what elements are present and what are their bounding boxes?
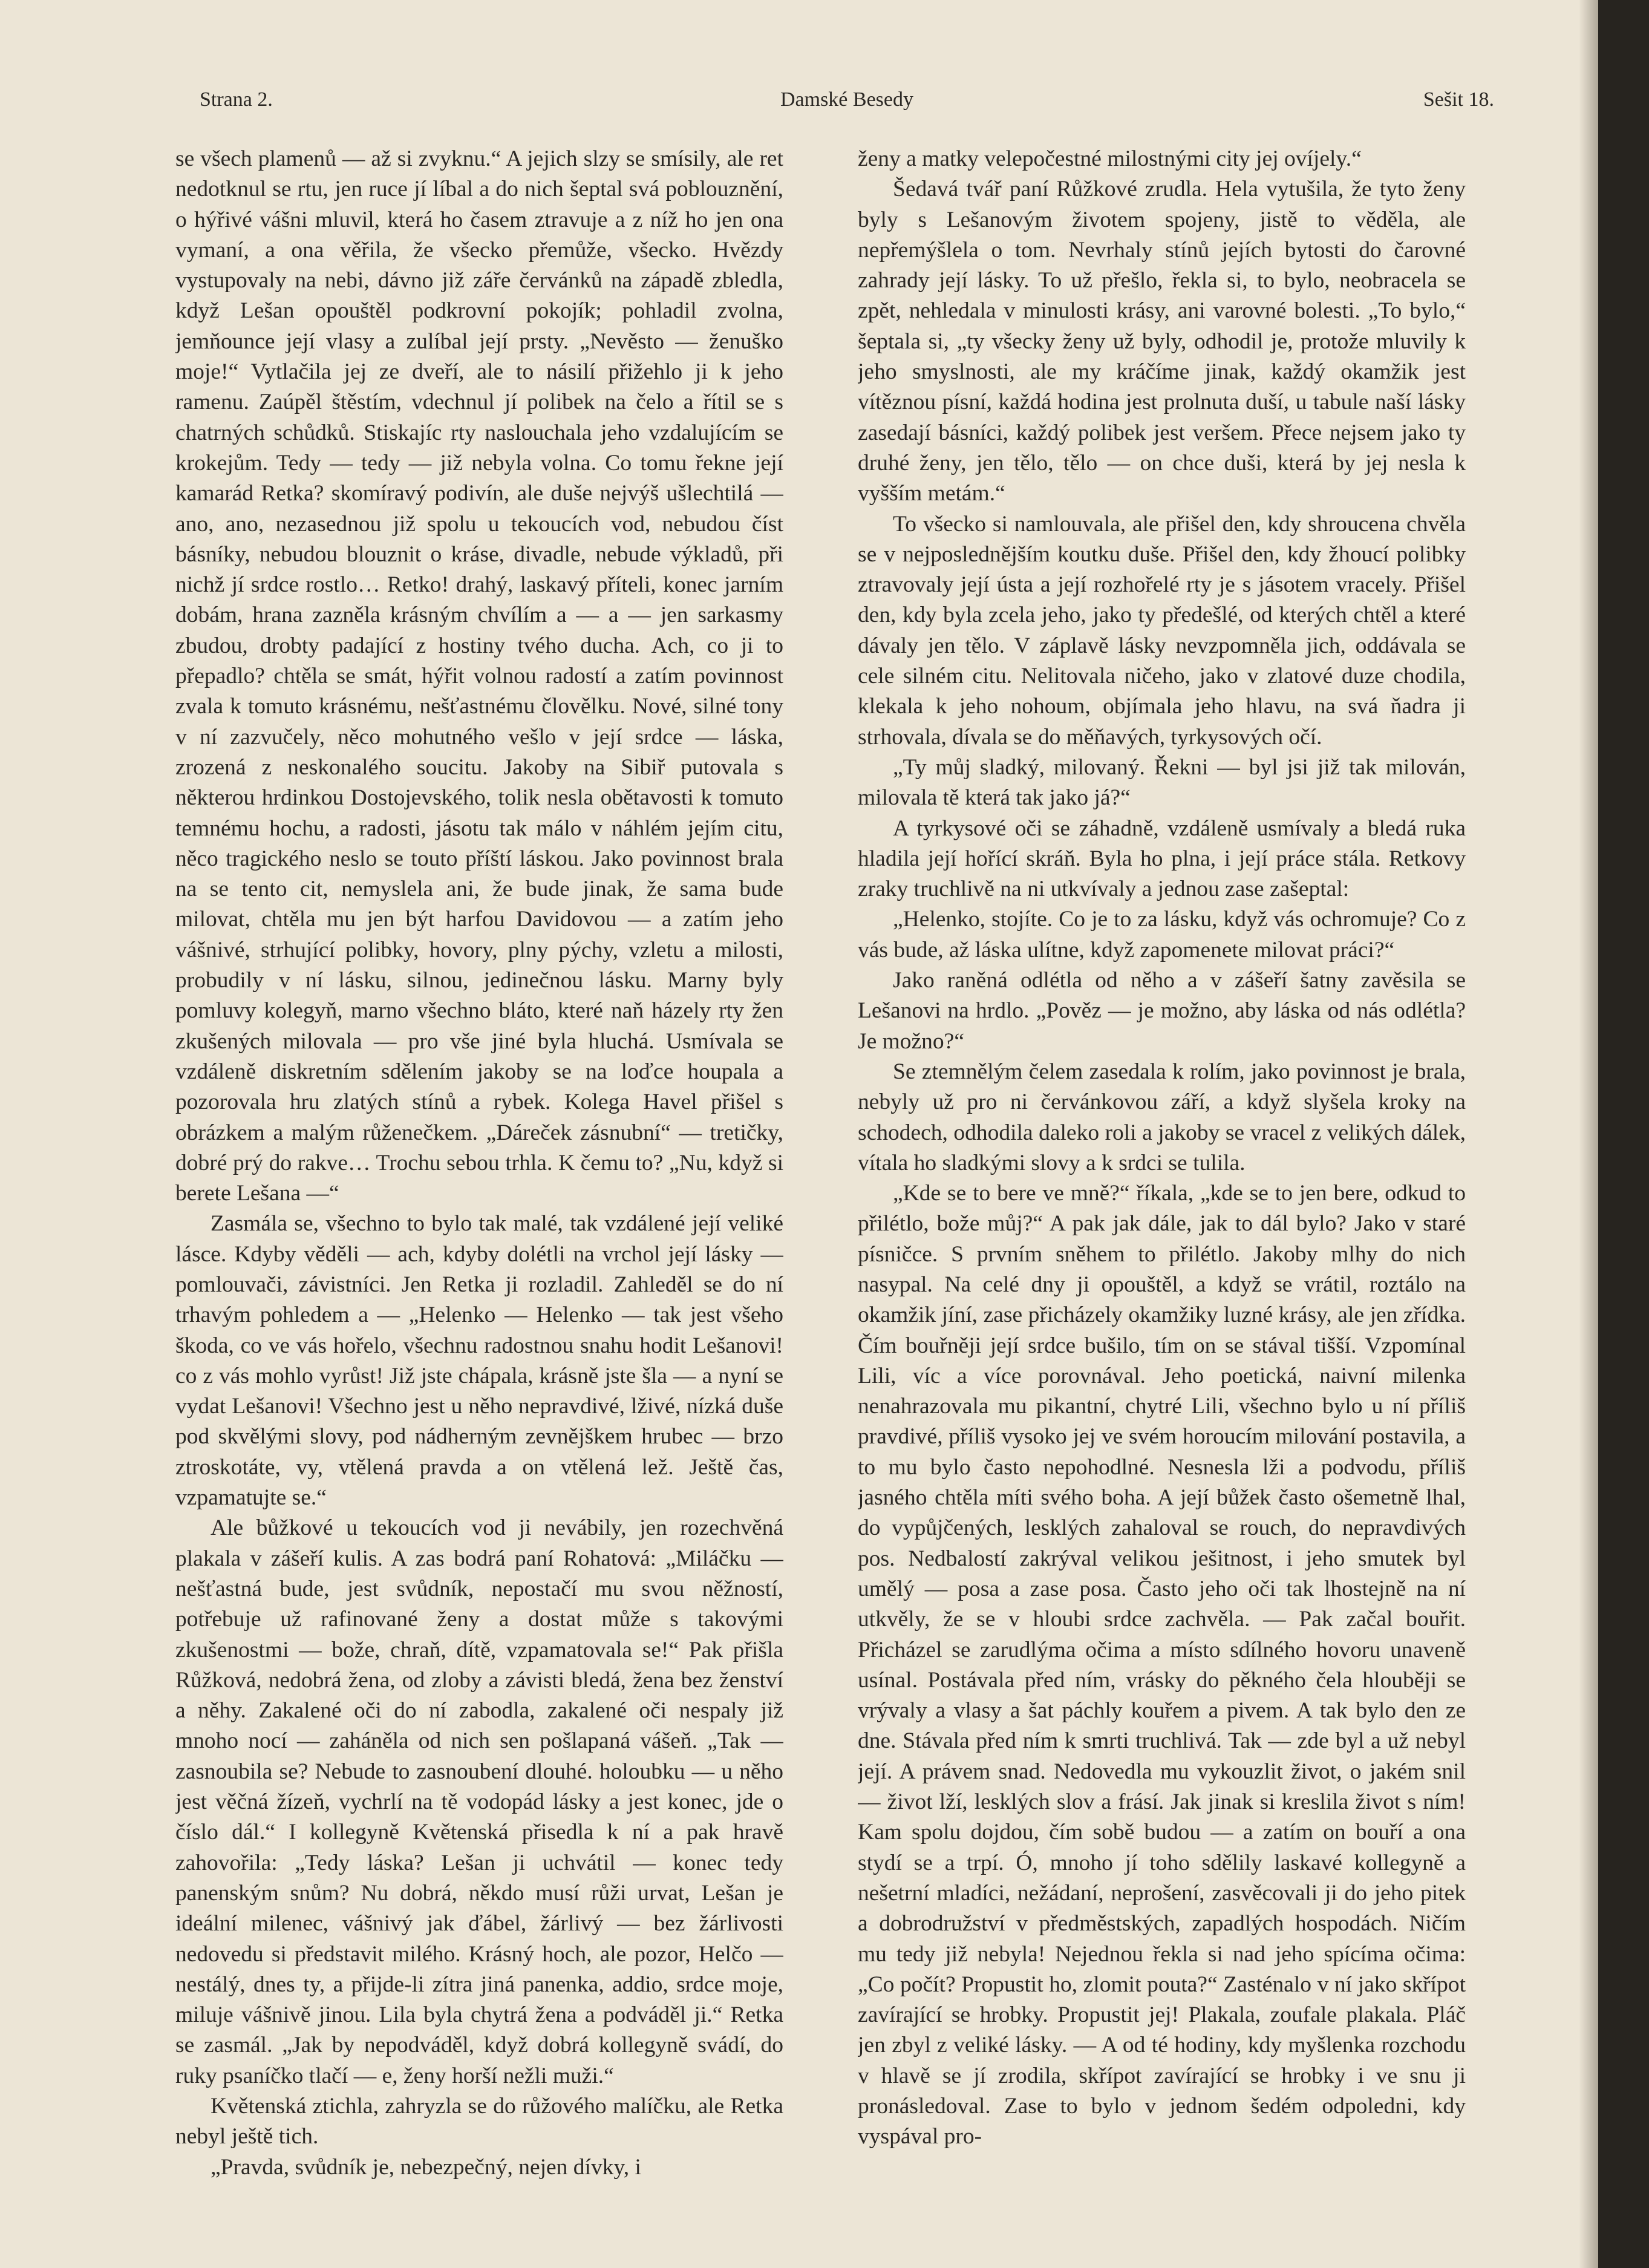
issue-number: Sešit 18. bbox=[1423, 88, 1494, 111]
paragraph: Šedavá tvář paní Růžkové zrudla. Hela vytušila, že tyto ženy byly s Lešanovým životem spojeny, jistě to věděla, ale nepřemýšlela o tom. Nevrhaly stínů jejích bytosti do čarovné zahrady její lásky. To už přešlo, řekla si, to bylo, neobracela se zpět, nehledala v minulosti krásy, ani varovné bolesti. „To bylo,“ šeptala si, „ty všecky ženy už byly, odhodil je, protože mluvily k jeho smyslnosti, ale my kráčíme jinak, každý okamžik jest vítěznou písní, každá hodina jest prolnuta duší, u tabule naší lásky zasedají básníci, každý polibek jest veršem. Přece nejsem jako ty druhé ženy, jen tělo, tělo — on chce duši, která by jej nesla k vyšším metám.“ bbox=[858, 177, 1466, 506]
paragraph: „Pravda, svůdník je, nebezpečný, nejen dívky, i bbox=[211, 2154, 641, 2180]
right-column bbox=[858, 144, 1466, 2183]
journal-title: Damské Besedy bbox=[780, 88, 913, 111]
paragraph: „Kde se to bere ve mně?“ říkala, „kde se to jen bere, odkud to přilétlo, bože můj?“ A pak jak dále, jak to dál bylo? Jako v staré písničce. S prvním sněhem to přilétlo. Jakoby mlhy do nich nasypal. Na celé dny ji opouštěl, a když se vrátil, roztálo na okamžik jíní, zase přicházely okamžiky luzné krásy, ale jen zřídka. Čím bouřněji její srdce bušilo, tím on se stával tišší. Vzpomínal Lili, víc a více porovnával. Jeho poetická, naivní milenka nenahrazovala mu pikantní, chytré Lili, všechno bylo u ní příliš pravdivé, příliš vysoko jej ve svém horoucím milování postavila, a to mu bylo často nepohodlné. Nesnesla lži a podvodu, příliš jasného chtěla míti svého boha. A její bůžek často ošemetně lhal, do vypůjčených, lesklých zahaloval se rouch, do nepravdivých pos. Nedbalostí zakrýval velikou ješitnost, i jeho smutek byl umělý — posa a zase posa. Často jeho oči tak lhostejně na ní utkvěly, že se v hloubi srdce zachvěla. — Pak začal bouřit. Přicházel se zarudlýma očima a místo sdílného hovoru unaveně usínal. Postávala před ním, vrásky do pěkného čela hlouběji se vrývaly a vlasy a šat páchly kouřem a pivem. A tak bylo den ze dne. Stávala před ním k smrti truchlivá. Tak — zde byl a už nebyl její. A právem snad. Nedovedla mu vykouzlit život, o jakém snil — život lží, lesklých slov a frásí. Jak jinak si kreslila život s ním! Kam spolu dojdou, čím sobě budou — a zatím on bouří a ona stydí se a trpí. Ó, mnoho jí toho sdělily laskavé kollegyně a nešetrní mladíci, nežádaní, neprošení, zasvěcovali ji do jeho pitek a dobrodružství v předměstských, zapadlých hospodách. Ničím mu tedy již nebyla! Nejednou řekla si nad jeho spícíma očima: „Co počít? Propustit ho, zlomit pouta?“ Zasténalo v ní jako skřípot zavírající se hrobky. Propustit jej! Plakala, zoufale plakala. Pláč jen zbyl z veliké lásky. — A od té hodiny, kdy myšlenka rozchodu v hlavě se jí zrodila, skřípot zavírající se hrobky i ve snu ji pronásledoval. Zase to bylo v jednom šedém odpoledni, kdy vyspával pro- bbox=[858, 1181, 1466, 2149]
paragraph: Zasmála se, všechno to bylo tak malé, tak vzdálené její veliké lásce. Kdyby věděli — ach, kdyby dolétli na vrchol její lásky — pomlouvači, závistníci. Jen Retka ji rozladil. Zahleděl se do ní trhavým pohledem a — „Helenko — Helenko — tak jest všeho škoda, co ve vás hořelo, všechnu radostnou snahu hodit Lešanovi! co z vás mohlo vyrůst! Již jste chápala, krásně jste šla — a nyní se vydat Lešanovi! Všechno jest u něho nepravdivé, lživé, nízká duše pod skvělými slovy, pod nádherným zevnějškem hrubec — brzo ztroskotáte, vy, vtělená pravda a on vtělená lež. Ještě čas, vzpamatujte se.“ bbox=[175, 1211, 783, 1511]
page-number: Strana 2. bbox=[200, 88, 273, 111]
binding-spine bbox=[1598, 0, 1649, 2268]
paragraph: A tyrkysové oči se záhadně, vzdáleně usmívaly a bledá ruka hladila její hořící skráň. Byla ho plna, i její práce stála. Retkovy zraky truchlivě na ni utkvívaly a jednou zase zašeptal: bbox=[858, 815, 1466, 902]
paragraph: „Helenko, stojíte. Co je to za lásku, když vás ochromuje? Co z vás bude, až láska ulítne, když zapomenete milovat práci?“ bbox=[858, 907, 1466, 962]
paragraph: Jako raněná odlétla od něho a v zášeří šatny zavěsila se Lešanovi na hrdlo. „Pověz — je možno, aby láska od nás odlétla? Je možno?“ bbox=[858, 968, 1466, 1054]
paragraph: ženy a matky velepočestné milostnými city jej ovíjely.“ bbox=[858, 146, 1362, 171]
paragraph: Květenská ztichla, zahryzla se do růžového malíčku, ale Retka nebyl ještě tich. bbox=[175, 2094, 783, 2149]
paragraph: Ale bůžkové u tekoucích vod ji nevábily, jen rozechvěná plakala v zášeří kulis. A zas bodrá paní Rohatová: „Miláčku — nešťastná bude, jest svůdník, nepostačí mu svou něžností, potřebuje už rafinované ženy a dostat může s takovými zkušenostmi — bože, chraň, dítě, vzpamatovala se!“ Pak přišla Růžková, nedobrá žena, od zloby a závisti bledá, žena bez ženství a něhy. Zakalené oči do ní zabodla, zakalené oči nespaly již mnoho nocí — zaháněla od nich sen pošlapaná vášeň. „Tak — zasnoubila se? Nebude to zasnoubení dlouhé. holoubku — u něho jest věčná žízeň, vychrlí na tě vodopád lásky a jest konec, jde o číslo dál.“ I kollegyně Květenská přisedla k ní a pak hravě zahovořila: „Tedy láska? Lešan ji uchvátil — konec tedy panenským snům? Nu dobrá, někdo musí růži urvat, Lešan je ideální milenec, vášnivý jak ďábel, žárlivý — bez žárlivosti nedovedu si představit milého. Krásný hoch, ale pozor, Helčo — nestálý, dnes ty, a přijde-li zítra jiná panenka, addio, srdce moje, miluje vášnivě jinou. Lila byla chytrá žena a podváděl ji.“ Retka se zasmál. „Jak by nepodváděl, když dobrá kollegyně svádí, do ruky psaníčko tlačí — e, ženy horší nežli muži.“ bbox=[175, 1515, 783, 2088]
page-edge-shadow bbox=[1579, 0, 1598, 2268]
paragraph: „Ty můj sladký, milovaný. Řekni — byl jsi již tak milován, milovala tě která tak jako já?“ bbox=[858, 754, 1466, 811]
paragraph: Se ztemnělým čelem zasedala k rolím, jako povinnost je brala, nebyly už pro ni červánkovou září, a když slyšela kroky na schodech, odhodila daleko roli a jakoby se vracel z velikých dálek, vítala ho sladkými slovy a k srdci se tulila. bbox=[858, 1059, 1466, 1175]
paragraph: To všecko si namlouvala, ale přišel den, kdy shroucena chvěla se v nejposlednějším koutku duše. Přišel den, kdy žhoucí polibky ztravovaly její ústa a její rozhořelé rty je s jásotem vracely. Přišel den, kdy byla zcela jeho, jako ty předešlé, od kterých chtěl a které dávaly jen tělo. V záplavě lásky nevzpomněla jich, oddávala se cele silném citu. Nelitovala ničeho, jako v zlatové duze chodila, klekala k jeho nohoum, objímala jeho hlavu, na svá ňadra ji strhovala, dívala se do měňavých, tyrkysových očí. bbox=[858, 511, 1466, 750]
paragraph: se všech plamenů — až si zvyknu.“ A jejich slzy se smísily, ale ret nedotknul se rtu, jen ruce jí líbal a do nich šeptal svá poblouznění, o hýřivé vášni mluvil, která ho časem ztravuje a z níž ho jen ona vymaní, a ona věřila, že všecko přemůže, všecko. Hvězdy vystupovaly na nebi, dávno již záře červánků na západě zbledla, když Lešan opouštěl podkrovní pokojík; pohladil zvolna, jemňounce její vlasy a zulíbal její prsty. „Nevěsto — ženuško moje!“ Vytlačila jej ze dveří, ale to násilí přižehlo ji k jeho ramenu. Zaúpěl štěstím, vdechnul jí polibek na čelo a řítil se s chatrných schůdků. Stiskajíc rty naslouchala jeho vzdalujícím se krokejům. Tedy — tedy — již nebyla volna. Co tomu řekne její kamarád Retka? skomíravý podivín, ale duše nejvýš ušlechtilá — ano, ano, nezasednou již spolu u tekoucích vod, nebudou číst básníky, nebudou blouznit o kráse, divadle, nebude výkladů, při nichž jí srdce rostlo… Retko! drahý, laskavý příteli, konec jarním dobám, hrana zazněla krásným chvílím a — a — jen sarkasmy zbudou, drobty padající z hostiny tvého ducha. Ach, co ji to přepadlo? chtěla se smát, hýřit volnou radostí a zatím povinnost zvala k tomuto krásnému, nešťastnému človělku. Nové, silné tony v ní zazvučely, něco mohutného vešlo v její srdce — láska, zrozená z neskonalého soucitu. Jakoby na Sibiř putovala s některou hrdinkou Dostojevského, tolik nesla obětavosti k tomuto temnému hochu, a radosti, jásotu tak málo v náhlém jejím citu, něco tragického neslo se touto příští láskou. Jako povinnost brala na se tento cit, nemyslela ani, že bude jinak, že sama bude milovat, chtěla mu jen být harfou Davidovou — a zatím jeho vášnivé, strhující polibky, hovory, plny pýchy, vzletu a milosti, probudily v ní lásku, silnou, jedinečnou lásku. Marny byly pomluvy kolegyň, marno všechno bláto, které naň házely rty žen zkušených milovala — pro vše jiné byla hluchá. Usmívala se vzdáleně diskretním sdělením jakoby se na loďce houpala a pozorovala hru zlatých stínů a rybek. Kolega Havel přišel s obrázkem a malým růženečkem. „Dáreček zásnubní“ — tretičky, dobré prý do rakve… Trochu sebou trhla. K čemu to? „Nu, když si berete Lešana —“ bbox=[175, 146, 783, 1206]
page-header bbox=[200, 88, 1494, 125]
left-column bbox=[175, 144, 783, 2183]
